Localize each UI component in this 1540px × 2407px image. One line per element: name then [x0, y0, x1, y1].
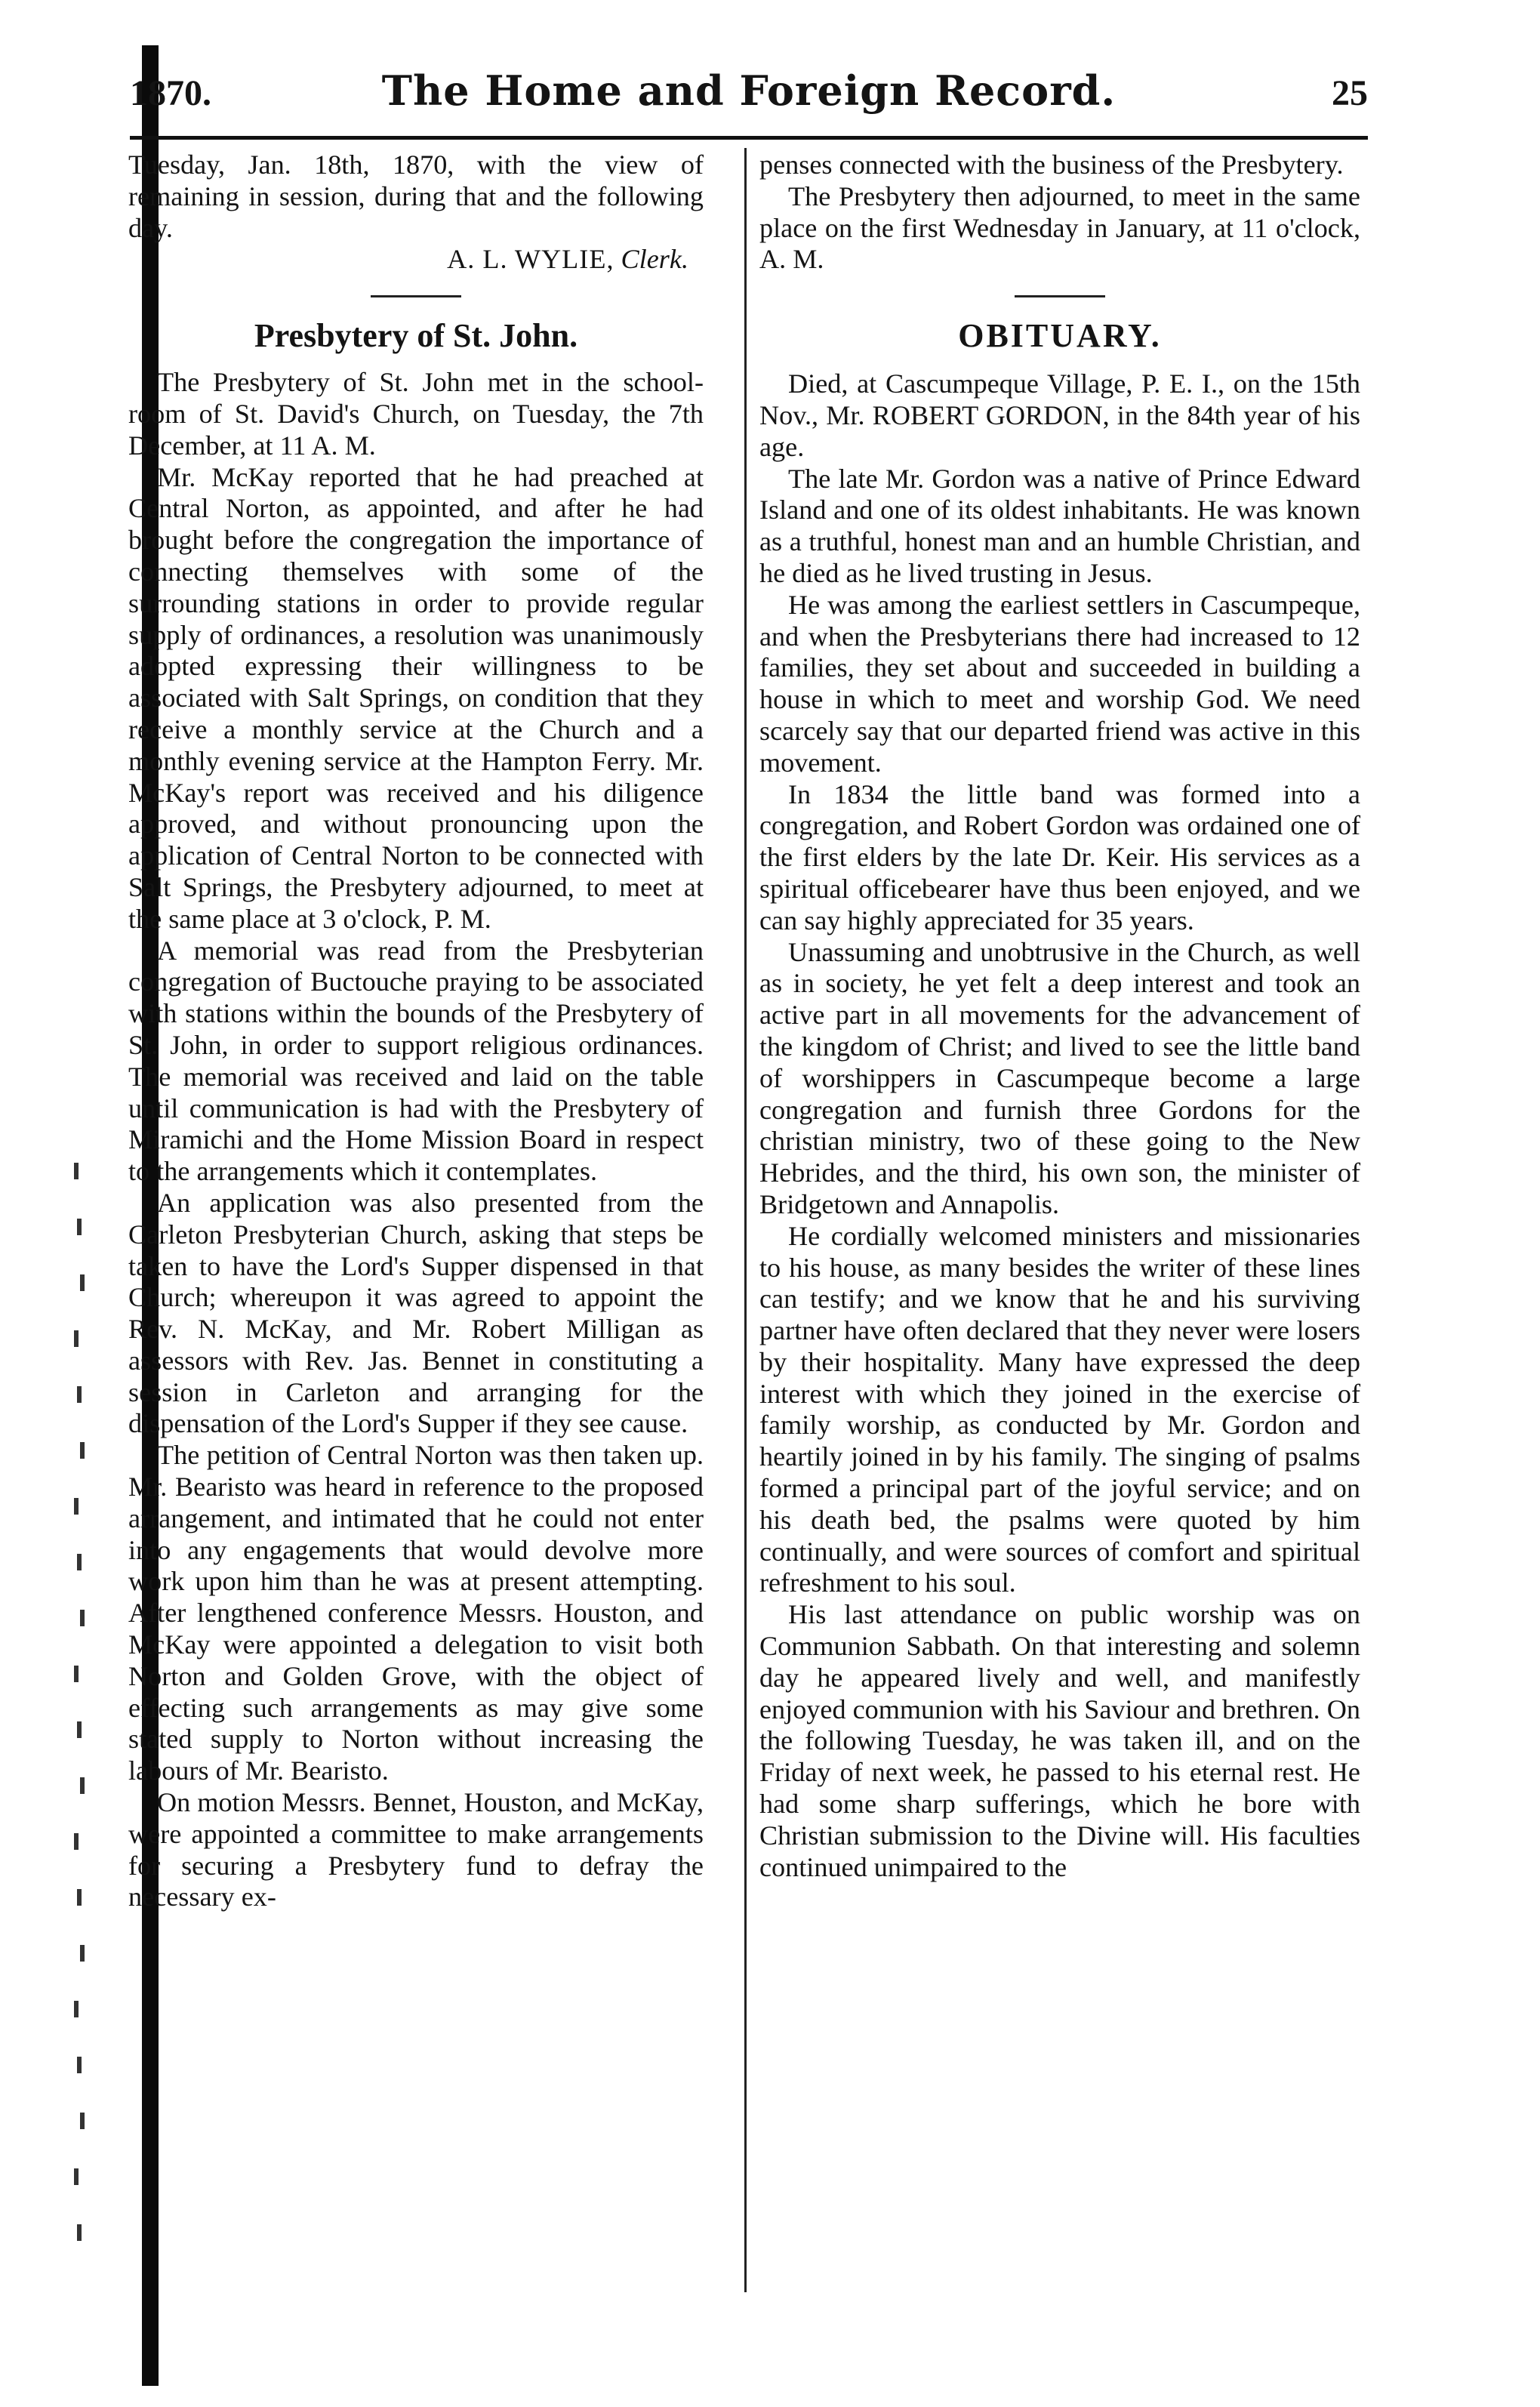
margin-mark	[74, 1163, 79, 1179]
continued-text: penses connected with the business of the Presbytery.	[759, 149, 1344, 180]
margin-mark	[80, 1610, 85, 1626]
margin-mark	[77, 2057, 82, 2073]
paragraph: A memorial was read from the Presbyterian congregation of Buctouche praying to be associated with stations within the bounds of the Presbytery of St. John, in order to support religious ordinances. The memorial was received and laid on the table until communication is had with the Presbytery of Miramichi and the Home Mission Board in respect to the arrangements which it contemplates.	[128, 935, 704, 1187]
margin-mark	[74, 1833, 79, 1850]
margin-mark	[80, 2113, 85, 2129]
paragraph: The Presbytery of St. John met in the school-room of St. David's Church, on Tuesday, the 7th December, at 11 A. M.	[128, 367, 704, 461]
margin-mark	[74, 1666, 79, 1682]
page-header	[130, 66, 1368, 130]
header-rule	[130, 136, 1368, 140]
signature-role: Clerk.	[621, 244, 688, 275]
adjournment-paragraph: The Presbytery then adjourned, to meet in the same place on the first Wednesday in January, at 11 o'clock, A. M.	[759, 180, 1360, 275]
obituary-heading: OBITUARY.	[958, 317, 1162, 355]
section-divider	[1015, 295, 1105, 297]
margin-mark	[80, 1442, 85, 1459]
column-divider	[744, 148, 747, 2292]
continued-text: Tuesday, Jan. 18th, 1870, with the view of remaining in session, during that and the following day.	[128, 149, 704, 243]
paragraph: The late Mr. Gordon was a native of Prince Edward Island and one of its oldest inhabitants. He was known as a truthful, honest man and an humble Christian, and he died as he lived trusting in Jesus.	[759, 463, 1360, 588]
paragraph: Died, at Cascumpeque Village, P. E. I., on the 15th Nov., Mr. ROBERT GORDON, in the 84th year of his age.	[759, 368, 1360, 462]
margin-mark	[74, 2168, 79, 2185]
margin-mark	[80, 1777, 85, 1794]
paragraph: An application was also presented from the Carleton Presbyterian Church, asking that steps be taken to have the Lord's Supper dispensed in that Church; whereupon it was agreed to appoint the Rev. N. McKay, and Mr. Robert Milligan as assessors with Rev. Jas. Bennet in constituting a session in Carleton and arranging for the dispensation of the Lord's Supper if they see cause.	[128, 1187, 704, 1439]
left-column	[128, 149, 704, 1913]
right-column	[759, 149, 1360, 1883]
signature-name: A. L. WYLIE,	[447, 244, 614, 275]
paragraph: Unassuming and unobtrusive in the Church, as well as in society, he yet felt a deep interest and took an active part in all movements for the advancement of the kingdom of Christ; and lived to see the little band of worshippers in Cascumpeque become a large congregation and furnish three Gordons for the christian ministry, two of these going to the New Hebrides, and the third, his own son, the minister of Bridgetown and Annapolis.	[759, 936, 1360, 1219]
header-year: 1870.	[130, 73, 211, 113]
margin-bleed-marks	[74, 1163, 104, 2295]
margin-mark	[80, 1945, 85, 1962]
paragraph: The petition of Central Norton was then taken up. Mr. Bearisto was heard in reference to the proposed arrangement, and intimated that he could not enter into any engagements that would devolve more work upon him than he was at present attempting. After lengthened conference Messrs. Houston, and McKay were appointed a delegation to visit both Norton and Golden Grove, with the object of effecting such arrangements as may give some stated supply to Norton without increasing the labours of Mr. Bearisto.	[128, 1440, 704, 1786]
margin-mark	[74, 1330, 79, 1347]
margin-mark	[77, 1554, 82, 1570]
page-number: 25	[1332, 73, 1368, 113]
margin-mark	[77, 2224, 82, 2241]
section-divider	[371, 295, 461, 297]
margin-mark	[77, 1721, 82, 1738]
margin-mark	[74, 1498, 79, 1515]
paragraph: In 1834 the little band was formed into a congregation, and Robert Gordon was ordained one of the first elders by the late Dr. Keir. His services as a spiritual officebearer have thus been enjoyed, and we can say highly appreciated for 35 years.	[759, 778, 1360, 935]
margin-mark	[77, 1889, 82, 1906]
journal-title: The Home and Foreign Record.	[381, 66, 1116, 115]
clerk-signature	[128, 244, 704, 276]
margin-mark	[80, 1274, 85, 1291]
margin-mark	[77, 1386, 82, 1403]
paragraph: He was among the earliest settlers in Cascumpeque, and when the Presbyterians there had increased to 12 families, they set about and succeeded in building a house in which to meet and worship God. We need scarcely say that our departed friend was active in this movement.	[759, 589, 1360, 778]
paragraph: He cordially welcomed ministers and missionaries to his house, as many besides the writer of these lines can testify; and we know that he and his surviving partner have often declared that they never were losers by their hospitality. Many have expressed the deep interest with which they joined in the exercise of family worship, as conducted by Mr. Gordon and heartily joined in by his family. The singing of psalms formed a principal part of the joyful service; and on his death bed, the psalms were quoted by him continually, and were sources of comfort and spiritual refreshment to his soul.	[759, 1220, 1360, 1598]
margin-mark	[74, 2001, 79, 2017]
section-heading-presbytery-st-john: Presbytery of St. John.	[254, 317, 578, 355]
paragraph: On motion Messrs. Bennet, Houston, and McKay, were appointed a committee to make arrangements for securing a Presbytery fund to defray the necessary ex-	[128, 1787, 704, 1912]
paragraph: Mr. McKay reported that he had preached at Central Norton, as appointed, and after he had brought before the congregation the importance of connecting themselves with some of the surrounding stations in order to provide regular supply of ordinances, a resolution was unanimously adopted expressing their willingness to be associated with Salt Springs, on condition that they receive a monthly service at the Church and a monthly evening service at the Hampton Ferry. Mr. McKay's report was received and his diligence approved, and without pronouncing upon the application of Central Norton to be connected with Salt Springs, the Presbytery adjourned, to meet at the same place at 3 o'clock, P. M.	[128, 461, 704, 934]
margin-mark	[77, 1219, 82, 1235]
paragraph: His last attendance on public worship was on Communion Sabbath. On that interesting and solemn day he appeared lively and well, and manifestly enjoyed communion with his Saviour and brethren. On the following Tuesday, he was taken ill, and on the Friday of next week, he passed to his eternal rest. He had some sharp sufferings, which he bore with Christian submission to the Divine will. His faculties continued unimpaired to the	[759, 1599, 1360, 1882]
